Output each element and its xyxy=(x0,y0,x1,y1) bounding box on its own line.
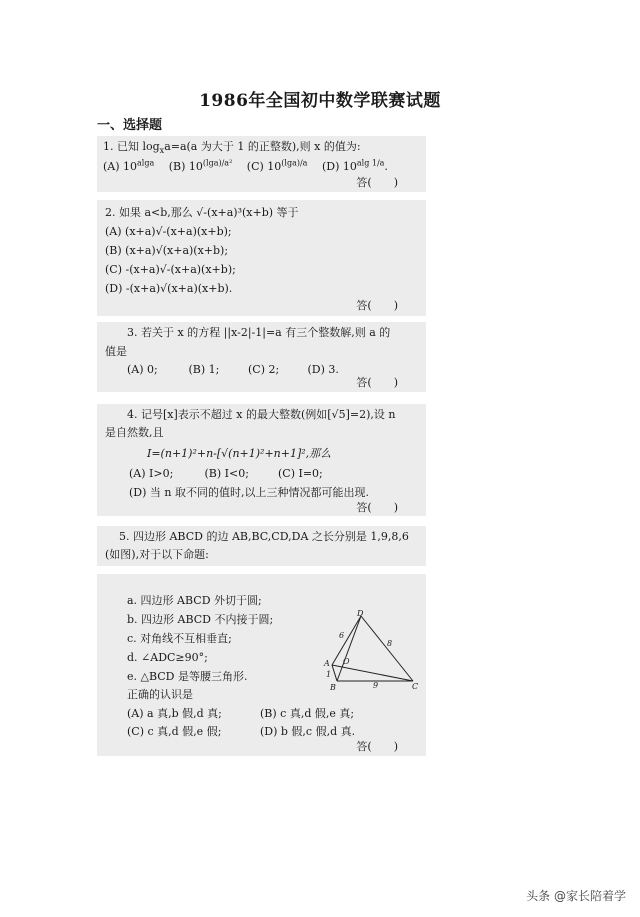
q5-item-d: d. ∠ADC≥90°; xyxy=(127,651,208,664)
q2-stem: 2. 如果 a<b,那么 √-(x+a)³(x+b) 等于 xyxy=(105,206,299,219)
footer-watermark: 头条 @家长陪着学 xyxy=(526,889,626,903)
q5-option-a: (A) a 真,b 假,d 真; xyxy=(127,707,222,720)
q5-option-d: (D) b 假,c 假,d 真. xyxy=(260,725,356,738)
side-dc-label: 8 xyxy=(387,639,393,648)
question-5-stem xyxy=(97,526,426,566)
q4-option-d: (D) 当 n 取不同的值时,以上三种情况都可能出现. xyxy=(129,486,369,499)
q3-option-a: (A) 0; xyxy=(127,363,158,376)
q5-item-e: e. △BCD 是等腰三角形. xyxy=(127,670,248,683)
q1-option-a: (A) $10^{alga}$ xyxy=(103,158,155,173)
q5-item-b: b. 四边形 ABCD 不内接于圆; xyxy=(127,613,274,626)
question-1: 1. 已知 $\log_xa=a(a$ 为大于 1 的正整数),则 x 的值为: (A) $10^{alga}$ (B) $10^{(lga)/a^2}$ (C) $10^{(lga)/a}$ (D) $10^{alg 1/a}$. 答( ) xyxy=(97,136,426,192)
q1-answer-blank: 答( ) xyxy=(356,176,398,189)
vertex-a-label: A xyxy=(324,659,330,668)
q3-stem: 3. 若关于 x 的方程 ||x-2|-1|=a 有三个整数解,则 a 的 xyxy=(127,326,391,339)
q2-option-a: (A) (x+a)√-(x+a)(x+b); xyxy=(105,225,232,238)
point-o-label: O xyxy=(343,657,350,666)
q4-formula: I=(n+1)²+n-[√(n+1)²+n+1]²,那么 xyxy=(147,447,332,460)
q2-option-c: (C) -(x+a)√-(x+a)(x+b); xyxy=(105,263,236,276)
q3-answer-blank: 答( ) xyxy=(356,376,398,389)
question-4 xyxy=(97,404,426,516)
q3-option-d: (D) 3. xyxy=(307,363,339,376)
vertex-b-label: B xyxy=(330,683,336,690)
q2-option-d: (D) -(x+a)√(x+a)(x+b). xyxy=(105,282,233,295)
q4-answer-blank: 答( ) xyxy=(356,501,398,514)
q4-option-a: (A) I>0; xyxy=(129,467,174,480)
q5-item-a: a. 四边形 ABCD 外切于圆; xyxy=(127,594,262,607)
q5-option-b: (B) c 真,d 假,e 真; xyxy=(260,707,355,720)
q2-answer-blank: 答( ) xyxy=(356,299,398,312)
q1-option-c: (C) $10^{(lga)/a}$ xyxy=(246,158,308,173)
q3-option-b: (B) 1; xyxy=(188,363,220,376)
q4-stem: 4. 记号[x]表示不超过 x 的最大整数(例如[√5]=2),设 n xyxy=(127,408,396,421)
side-bc-label: 9 xyxy=(373,681,379,690)
side-da-label: 6 xyxy=(339,631,345,640)
q3-stem-2: 值是 xyxy=(105,345,127,358)
q5-item-c: c. 对角线不互相垂直; xyxy=(127,632,232,645)
question-2 xyxy=(97,200,426,316)
q5-stem: 5. 四边形 ABCD 的边 AB,BC,CD,DA 之长分别是 1,9,8,6 xyxy=(119,530,409,543)
q5-option-c: (C) c 真,d 假,e 假; xyxy=(127,725,222,738)
q1-option-b: (B) $10^{(lga)/a^2}$ xyxy=(168,158,233,173)
quadrilateral-figure xyxy=(321,610,421,690)
q1-stem: 1. 已知 log xyxy=(103,140,160,153)
page-title: 1986年全国初中数学联赛试题 xyxy=(199,91,441,111)
q4-option-c: (C) I=0; xyxy=(278,467,323,480)
side-ab-label: 1 xyxy=(326,670,332,679)
vertex-c-label: C xyxy=(412,682,419,690)
question-3 xyxy=(97,322,426,392)
q4-stem-2: 是自然数,且 xyxy=(105,426,164,439)
q5-prompt: 正确的认识是 xyxy=(127,688,193,701)
q1-option-d: (D) $10^{alg 1/a}$. xyxy=(321,158,388,173)
q1-stem-2: a=a(a 为大于 1 的正整数),则 x 的值为: xyxy=(164,140,361,153)
q5-stem-2: (如图),对于以下命题: xyxy=(105,548,209,561)
q3-option-c: (C) 2; xyxy=(248,363,280,376)
section-heading: 一、选择题 xyxy=(97,118,163,133)
vertex-d-label: D xyxy=(357,610,364,618)
q4-option-b: (B) I<0; xyxy=(204,467,249,480)
question-5-body xyxy=(97,574,426,756)
q5-answer-blank: 答( ) xyxy=(356,740,398,753)
q2-option-b: (B) (x+a)√(x+a)(x+b); xyxy=(105,244,229,257)
